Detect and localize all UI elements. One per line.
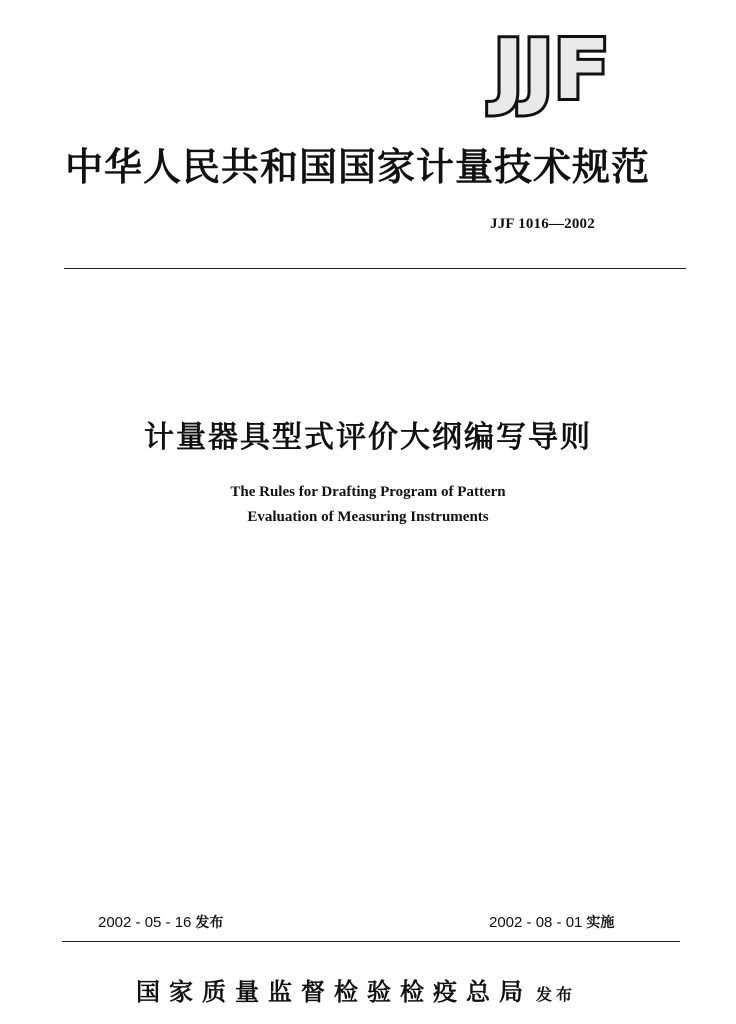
effective-label: 实施 <box>586 915 615 931</box>
jjf-logo: JJF <box>492 23 610 118</box>
english-title-line-2: Evaluation of Measuring Instruments <box>247 509 489 525</box>
effective-date-block <box>489 912 614 932</box>
bottom-divider <box>62 941 680 942</box>
document-number: JJF 1016—2002 <box>490 216 595 232</box>
publisher-suffix: 发布 <box>536 985 577 1004</box>
chinese-title: 计量器具型式评价大纲编写导则 <box>144 420 592 455</box>
publisher-line <box>136 972 576 1007</box>
issue-label: 发布 <box>195 915 224 931</box>
effective-date: 2002 - 08 - 01 <box>489 914 583 931</box>
top-divider <box>64 268 686 269</box>
issue-date: 2002 - 05 - 16 <box>98 914 192 931</box>
issue-date-block <box>98 912 223 932</box>
publisher-name: 国家质量监督检验检疫总局 <box>136 977 532 1006</box>
agency-title: 中华人民共和国国家计量技术规范 <box>65 144 651 189</box>
english-title-line-1: The Rules for Drafting Program of Pattern <box>230 484 506 500</box>
